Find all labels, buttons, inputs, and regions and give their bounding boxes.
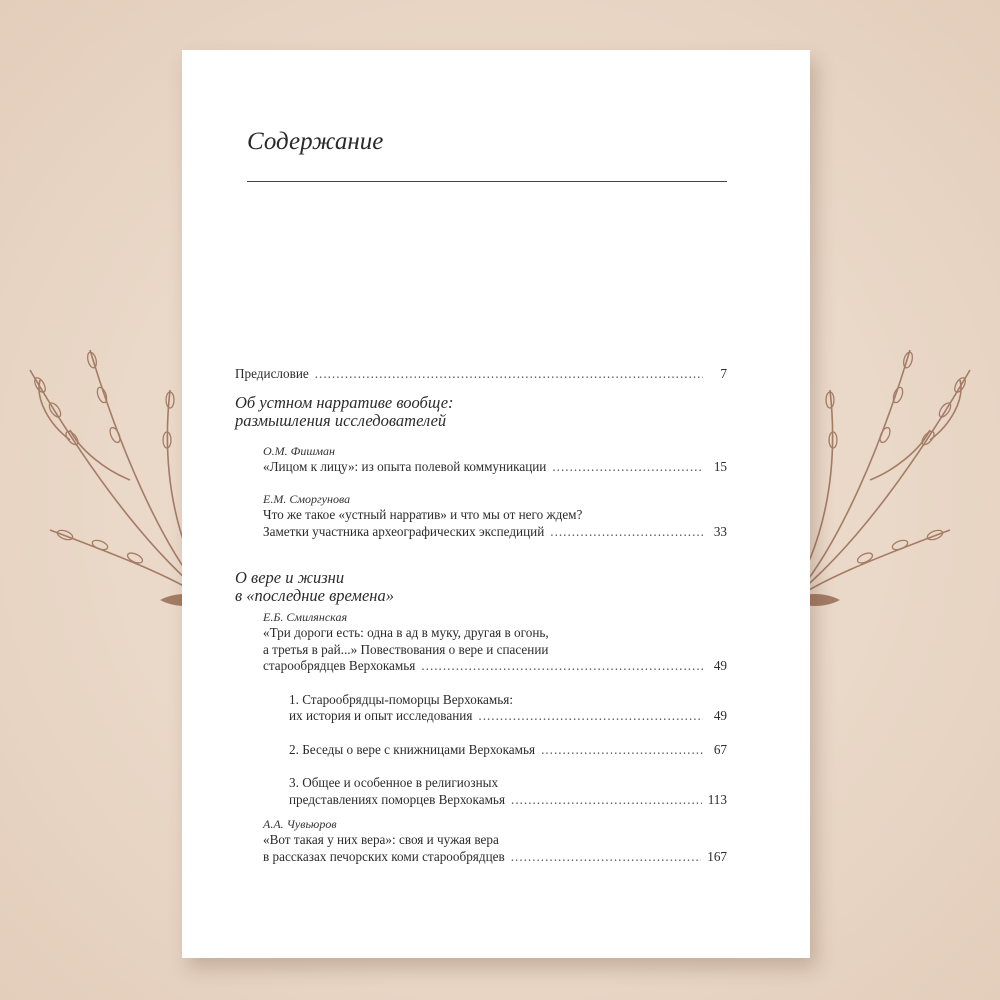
entry-title-line: «Три дороги есть: одна в ад в муку, другая в огонь, — [263, 625, 549, 640]
leader-dots — [421, 658, 703, 675]
page-title: Содержание — [247, 128, 384, 155]
toc-section-2 — [235, 569, 727, 865]
entry-title-line: «Вот такая у них вера»: своя и чужая вера — [263, 832, 499, 847]
toc-subentry — [289, 692, 727, 725]
entry-title-line: в рассказах печорских коми старообрядцев — [263, 848, 505, 864]
book-page — [182, 50, 810, 958]
toc-page-number: 33 — [713, 523, 727, 539]
section-title-line: О вере и жизни — [235, 568, 345, 587]
section-title-line: в «последние времена» — [235, 586, 394, 605]
subentry-title-line: их история и опыт исследования — [289, 708, 473, 723]
subentry-title-line: представлениях поморцев Верхокамья — [289, 791, 506, 807]
toc-section-1 — [235, 394, 727, 541]
entry-author: А.А. Чувьюров — [263, 817, 337, 831]
subentry-title-line: 1. Старообрядцы-поморцы Верхокамья: — [289, 691, 513, 707]
toc-page-number: 113 — [707, 791, 727, 807]
toc-entry-title: Предисловие — [235, 366, 309, 381]
leader-dots — [550, 524, 703, 541]
section-title-line: размышления исследователей — [235, 410, 447, 430]
toc-subentry — [289, 742, 727, 759]
toc-entry — [263, 492, 727, 540]
leader-dots — [478, 708, 703, 725]
entry-author: О.М. Фишман — [263, 443, 335, 458]
section-title — [235, 394, 727, 430]
toc-page-number: 7 — [720, 366, 727, 381]
entry-title-line: старообрядцев Верхокамья — [263, 658, 416, 673]
leader-dots — [511, 792, 702, 809]
leader-dots — [511, 849, 702, 866]
entry-title-line: «Лицом к лицу»: из опыта полевой коммуникации — [263, 458, 547, 474]
toc-page-number: 49 — [713, 708, 727, 723]
entry-title-line: Заметки участника археографических экспедиций — [263, 523, 545, 539]
entry-author: Е.М. Сморгунова — [263, 492, 351, 506]
toc-page-number: 167 — [707, 848, 727, 864]
leader-dots — [315, 366, 703, 383]
entry-title-line: а третья в рай...» Повествования о вере и спасении — [263, 641, 549, 657]
toc-subentry — [289, 775, 727, 808]
leader-dots — [541, 742, 703, 759]
toc-page-number: 15 — [713, 458, 727, 474]
table-of-contents — [235, 366, 727, 865]
entry-title-line: Что же такое «устный нарратив» и что мы от него ждем? — [263, 507, 583, 522]
toc-page-number: 49 — [713, 658, 727, 673]
toc-entry — [263, 444, 727, 476]
subentry-title-line: 3. Общее и особенное в религиозных — [289, 775, 499, 790]
leader-dots — [552, 459, 703, 476]
toc-entry — [263, 817, 727, 865]
toc-page-number: 67 — [713, 741, 727, 757]
title-rule — [247, 181, 727, 182]
entry-author: Е.Б. Смилянская — [263, 610, 348, 624]
subentry-title-line: 2. Беседы о вере с книжницами Верхокамья — [289, 741, 536, 757]
toc-entry-preface — [235, 366, 727, 383]
toc-entry — [263, 610, 727, 675]
section-title — [235, 569, 727, 605]
section-title-line: Об устном нарративе вообще: — [235, 392, 454, 412]
